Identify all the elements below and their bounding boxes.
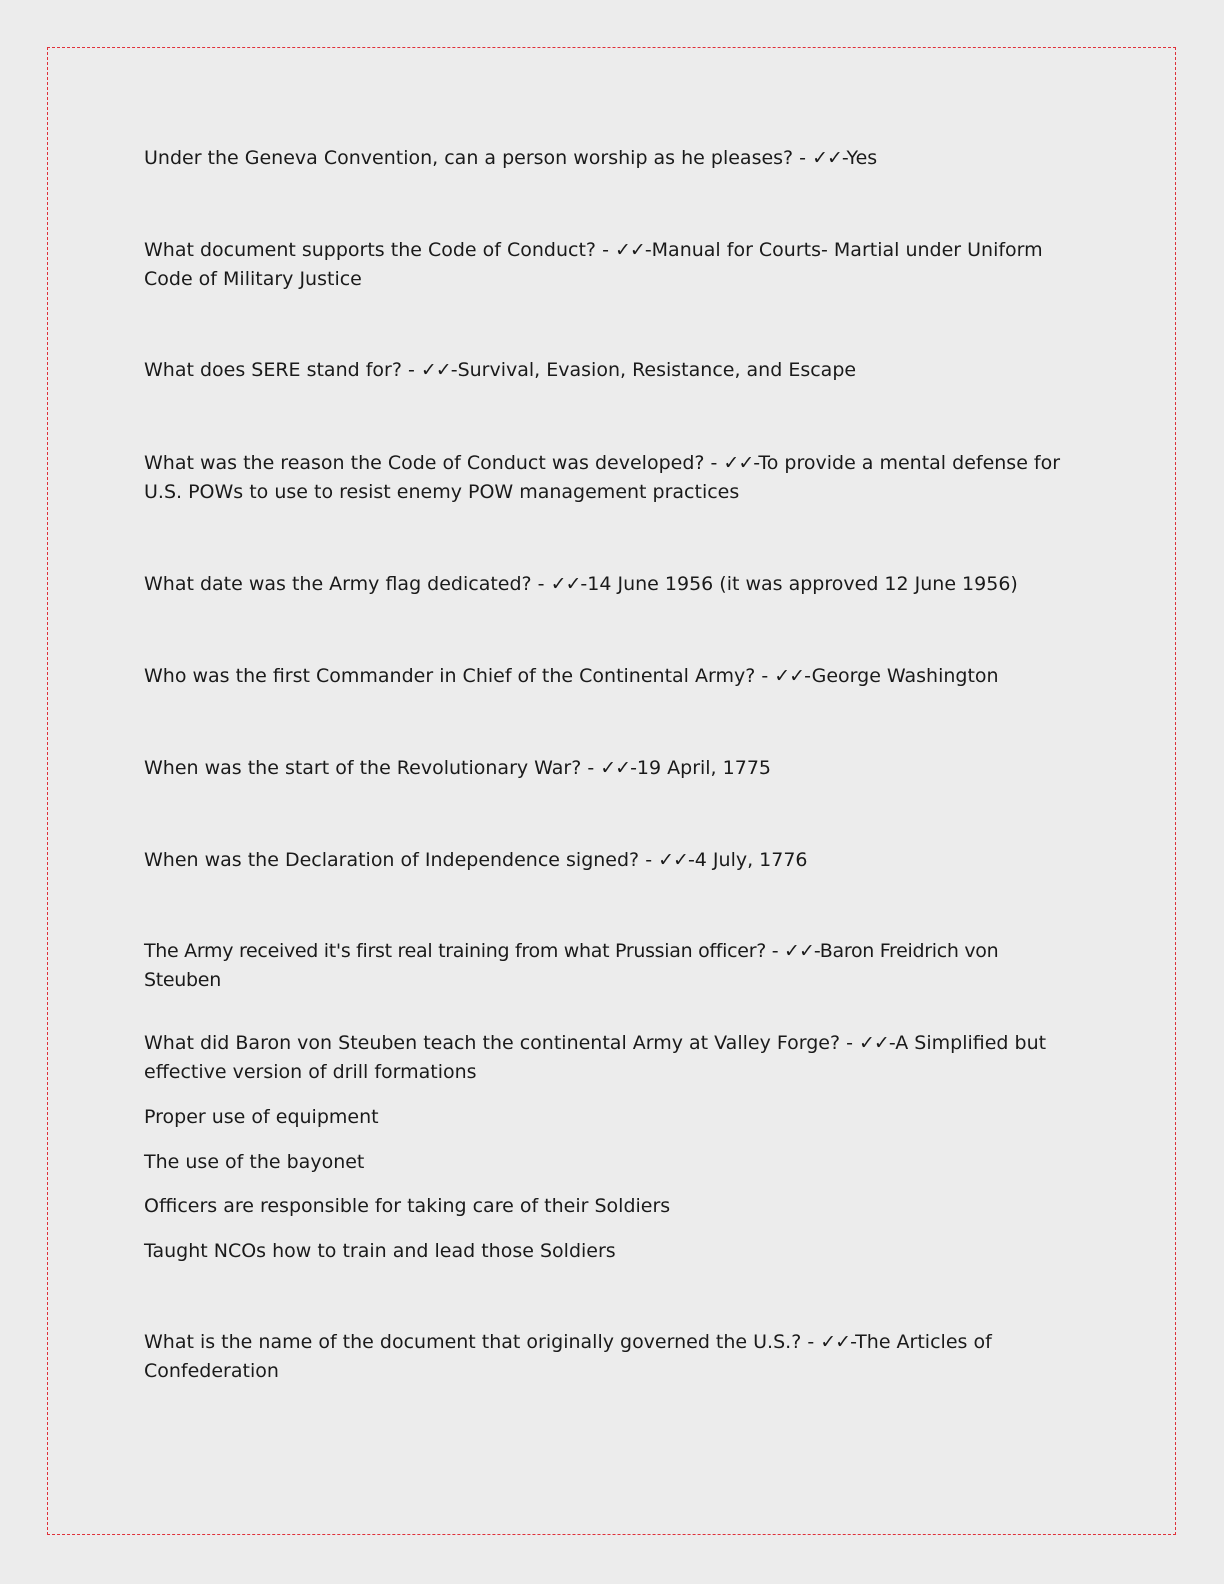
separator: - xyxy=(401,359,421,381)
separator: - xyxy=(581,757,601,779)
check-mark-icon: ✓✓ xyxy=(420,359,451,381)
separator: - xyxy=(840,1032,859,1054)
question-text: What is the name of the document that originally governed the U.S.? xyxy=(144,1331,802,1353)
check-mark-icon: ✓✓ xyxy=(812,147,842,169)
qa-item xyxy=(144,570,1074,599)
qa-item xyxy=(144,1328,1074,1386)
separator: - xyxy=(639,849,659,871)
question-text: What date was the Army flag dedicated? xyxy=(144,573,532,595)
check-mark-icon: ✓✓ xyxy=(820,1331,851,1353)
qa-item xyxy=(144,754,1074,783)
question-text: When was the Declaration of Independence signed? xyxy=(144,849,640,871)
question-text: The Army received it's first real training from what Prussian officer? xyxy=(144,940,766,962)
check-mark-icon: ✓✓ xyxy=(550,573,581,595)
qa-item xyxy=(144,846,1074,875)
qa-item xyxy=(144,937,1074,995)
question-text: What did Baron von Steuben teach the continental Army at Valley Forge? xyxy=(144,1032,841,1054)
qa-item xyxy=(144,662,1074,691)
qa-item xyxy=(144,236,1074,294)
separator: - xyxy=(755,665,775,687)
separator: - xyxy=(766,940,785,962)
steuben-point: Taught NCOs how to train and lead those Soldiers xyxy=(144,1240,616,1262)
question-text: Who was the first Commander in Chief of the Continental Army? xyxy=(144,665,756,687)
qa-item xyxy=(144,144,1074,173)
question-text: What document supports the Code of Conduct? xyxy=(144,239,597,261)
question-text: What was the reason the Code of Conduct was developed? xyxy=(144,452,705,474)
answer-text: -Baron Freidrich von Steuben xyxy=(144,940,999,991)
check-mark-icon: ✓✓ xyxy=(858,1032,889,1054)
qa-item xyxy=(144,356,1074,385)
question-text: Under the Geneva Convention, can a person worship as he pleases? xyxy=(144,147,794,169)
qa-item xyxy=(144,1029,1074,1087)
question-text: What does SERE stand for? xyxy=(144,359,402,381)
answer-text: -Survival, Evasion, Resistance, and Escape xyxy=(450,359,857,381)
separator: - xyxy=(704,452,724,474)
check-mark-icon: ✓✓ xyxy=(614,239,645,261)
steuben-point: Officers are responsible for taking care of their Soldiers xyxy=(144,1195,671,1217)
qa-item xyxy=(144,449,1074,507)
answer-text: -George Washington xyxy=(804,665,999,687)
answer-text: -19 April, 1775 xyxy=(630,757,771,779)
answer-text: -Manual for Courts- Martial under Uniform Code of Military Justice xyxy=(144,239,1043,290)
answer-text: -Yes xyxy=(841,147,878,169)
check-mark-icon: ✓✓ xyxy=(784,940,814,962)
check-mark-icon: ✓✓ xyxy=(600,757,631,779)
check-mark-icon: ✓✓ xyxy=(658,849,688,871)
separator: - xyxy=(793,147,813,169)
question-text: When was the start of the Revolutionary War? xyxy=(144,757,582,779)
check-mark-icon: ✓✓ xyxy=(774,665,805,687)
steuben-point: The use of the bayonet xyxy=(144,1151,365,1173)
answer-text: -The Articles of Confederation xyxy=(144,1331,992,1382)
separator: - xyxy=(596,239,615,261)
answer-text: -To provide a mental defense for U.S. POWs to use to resist enemy POW management practices xyxy=(144,452,1061,503)
answer-text: -14 June 1956 (it was approved 12 June 1956) xyxy=(580,573,1018,595)
check-mark-icon: ✓✓ xyxy=(723,452,754,474)
separator: - xyxy=(531,573,551,595)
separator: - xyxy=(801,1331,821,1353)
answer-text: -4 July, 1776 xyxy=(687,849,808,871)
answer-text: -A Simplified but effective version of drill formations xyxy=(144,1032,1047,1083)
steuben-point: Proper use of equipment xyxy=(144,1106,379,1128)
